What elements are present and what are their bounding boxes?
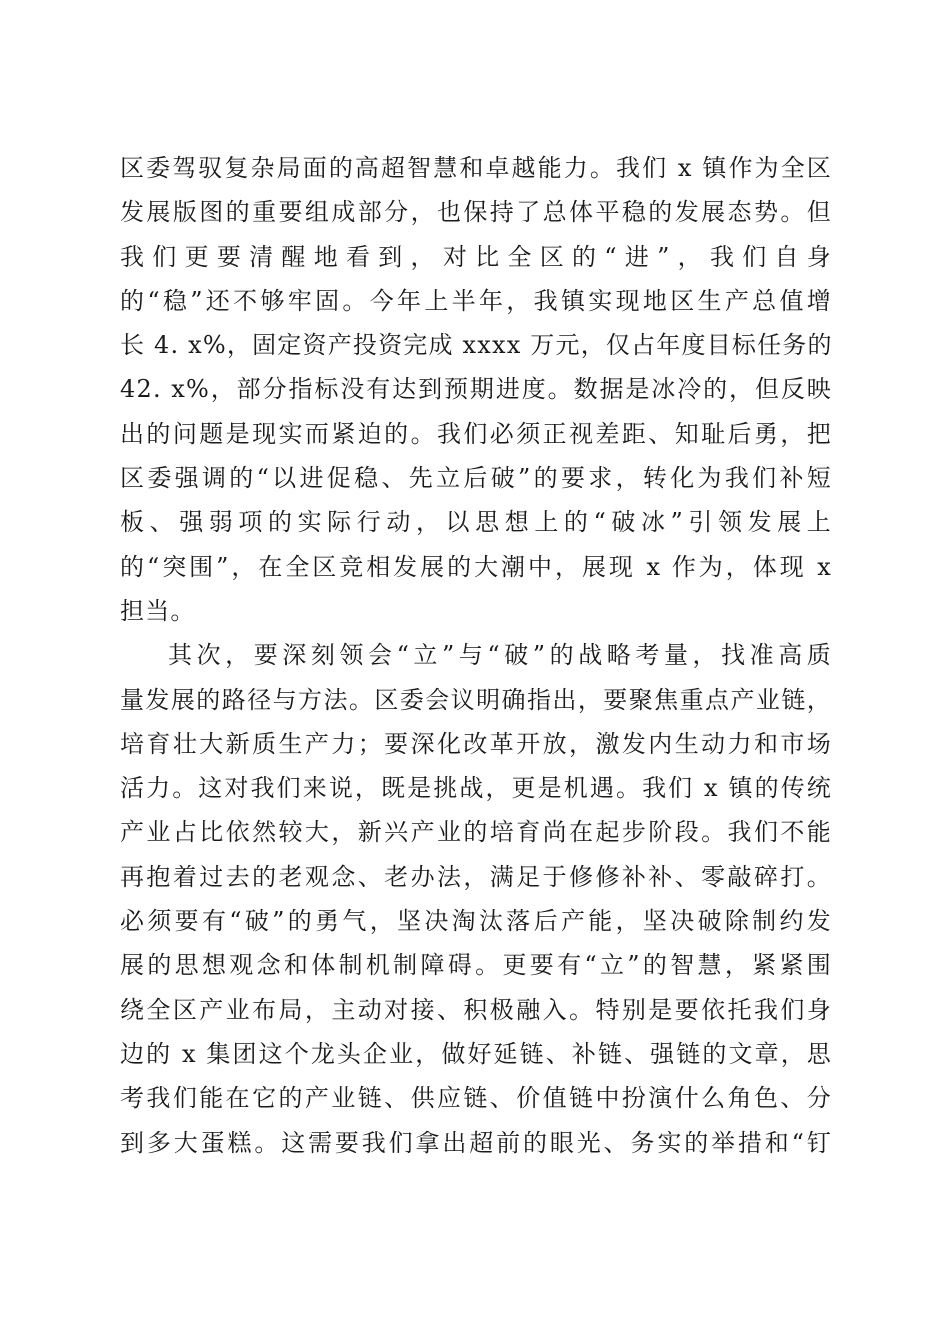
text-line: 产业占比依然较大，新兴产业的培育尚在起步阶段。我们不能 — [120, 818, 832, 847]
text-line: 担当。 — [120, 596, 196, 625]
text-line: 必须要有“破”的勇气，坚决淘汰落后产能，坚决破除制约发 — [120, 907, 832, 936]
text-line: 到多大蛋糕。这需要我们拿出超前的眼光、务实的举措和“钉 — [120, 1128, 832, 1157]
text-line: 量发展的路径与方法。区委会议明确指出，要聚焦重点产业链， — [120, 685, 832, 714]
paragraph-1 — [120, 146, 832, 633]
text-line: 其次，要深刻领会“立”与“破”的战略考量，找准高质 — [168, 641, 832, 670]
text-line: 考我们能在它的产业链、供应链、价值链中扮演什么角色、分 — [120, 1084, 832, 1113]
text-line: 培育壮大新质生产力；要深化改革开放，激发内生动力和市场 — [120, 729, 832, 758]
text-line: 板、强弱项的实际行动，以思想上的“破冰”引领发展上 — [120, 508, 832, 537]
text-line: 的“突围”，在全区竞相发展的大潮中，展现 x 作为，体现 x — [120, 552, 832, 581]
text-line: 42. x%，部分指标没有达到预期进度。数据是冰冷的，但反映 — [120, 375, 832, 404]
text-line: 区委驾驭复杂局面的高超智慧和卓越能力。我们 x 镇作为全区 — [120, 154, 832, 182]
text-line: 再抱着过去的老观念、老办法，满足于修修补补、零敲碎打。 — [120, 862, 832, 891]
text-line: 活力。这对我们来说，既是挑战，更是机遇。我们 x 镇的传统 — [120, 774, 832, 803]
text-line: 的“稳”还不够牢固。今年上半年，我镇实现地区生产总值增 — [120, 286, 832, 315]
document-body — [120, 146, 832, 1165]
text-line: 我们更要清醒地看到，对比全区的“进”，我们自身 — [120, 242, 832, 271]
text-line: 区委强调的“以进促稳、先立后破”的要求，转化为我们补短 — [120, 464, 832, 493]
paragraph-2 — [120, 633, 832, 1165]
text-line: 展的思想观念和体制机制障碍。更要有“立”的智慧，紧紧围 — [120, 951, 832, 980]
text-line: 边的 x 集团这个龙头企业，做好延链、补链、强链的文章，思 — [120, 1039, 832, 1068]
text-line: 长 4. x%，固定资产投资完成 xxxx 万元，仅占年度目标任务的 — [120, 331, 833, 360]
text-line: 发展版图的重要组成部分，也保持了总体平稳的发展态势。但 — [120, 198, 832, 227]
text-line: 出的问题是现实而紧迫的。我们必须正视差距、知耻后勇，把 — [120, 419, 832, 448]
text-line: 绕全区产业布局，主动对接、积极融入。特别是要依托我们身 — [120, 995, 832, 1024]
